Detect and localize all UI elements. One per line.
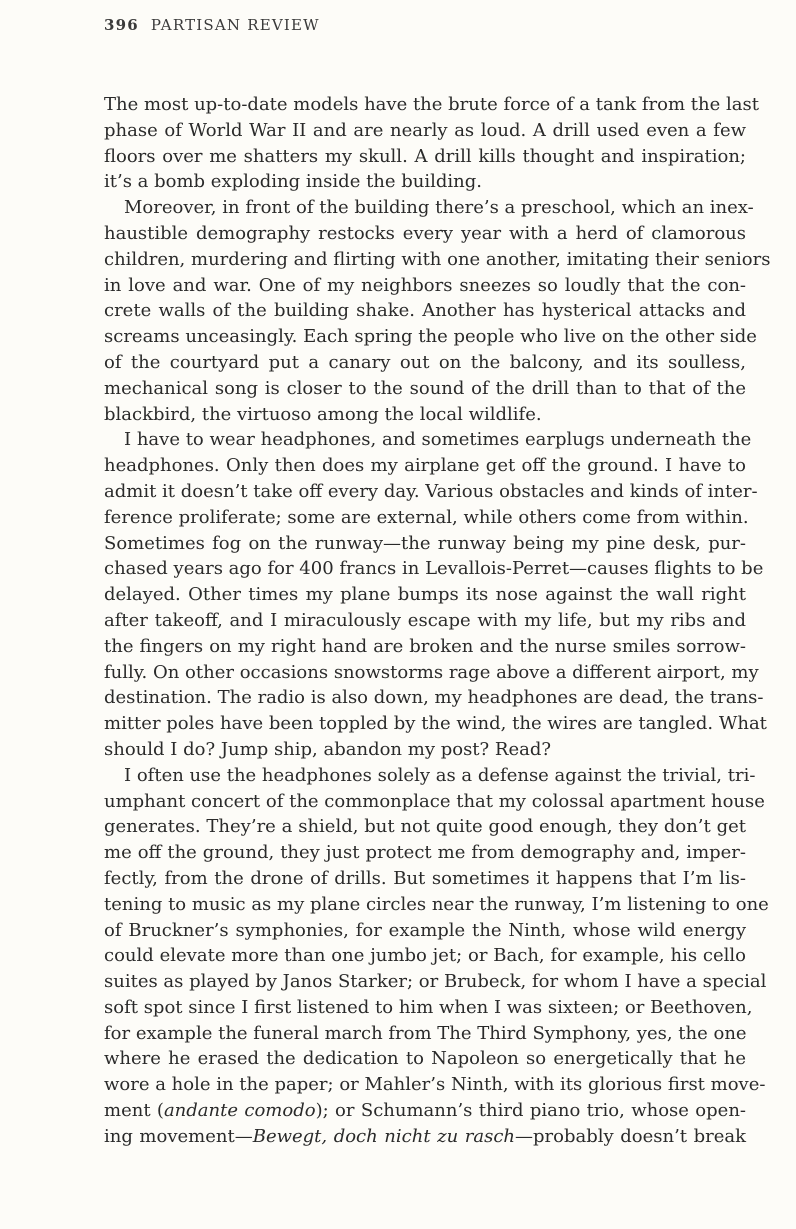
- text-line: haustible demography restocks every year with a herd of clamorous: [104, 222, 746, 244]
- text-line: [104, 1098, 746, 1124]
- text-run: ing movement—: [104, 1125, 253, 1147]
- text-line: fectly, from the drone of drills. But sometimes it happens that I’m lis-: [104, 867, 746, 889]
- text-line: I often use the headphones solely as a defense against the trivial, tri-: [124, 764, 756, 786]
- text-run: ); or Schumann’s third piano trio, whose open-: [315, 1100, 746, 1122]
- text-line: Moreover, in front of the building there’s a preschool, which an inex-: [124, 197, 754, 219]
- text-line: should I do? Jump ship, abandon my post? Read?: [104, 738, 552, 760]
- text-line: screams unceasingly. Each spring the people who live on the other side: [104, 326, 757, 348]
- text-line: ference proliferate; some are external, while others come from within.: [104, 506, 749, 528]
- text-line: chased years ago for 400 francs in Levallois-Perret—causes flights to be: [104, 558, 764, 580]
- text-line: where he erased the dedication to Napoleon so energetically that he: [104, 1048, 746, 1070]
- journal-title: PARTISAN REVIEW: [150, 16, 320, 34]
- paragraph-3: [104, 427, 767, 762]
- page-number: 396: [104, 16, 139, 34]
- text-line: wore a hole in the paper; or Mahler’s Ninth, with its glorious first move-: [104, 1074, 766, 1096]
- text-line: it’s a bomb exploding inside the building.: [104, 171, 483, 193]
- text-run: ment (: [104, 1100, 164, 1122]
- text-line: of Bruckner’s symphonies, for example the Ninth, whose wild energy: [104, 919, 746, 941]
- text-line: Sometimes fog on the runway—the runway being my pine desk, pur-: [104, 532, 746, 554]
- text-line: The most up-to-date models have the brute force of a tank from the last: [104, 94, 759, 115]
- text-line: soft spot since I first listened to him when I was sixteen; or Beethoven,: [104, 996, 753, 1018]
- text-line: I have to wear headphones, and sometimes earplugs underneath the: [124, 429, 752, 451]
- paragraph-1: [104, 92, 759, 195]
- text-line: could elevate more than one jumbo jet; or Bach, for example, his cello: [104, 945, 746, 967]
- running-head: [104, 16, 320, 34]
- text-line: after takeoff, and I miraculously escape with my life, but my ribs and: [104, 609, 746, 631]
- text-line: blackbird, the virtuoso among the local wildlife.: [104, 403, 542, 425]
- text-line: suites as played by Janos Starker; or Brubeck, for whom I have a special: [104, 971, 767, 993]
- text-line: for example the funeral march from The Third Symphony, yes, the one: [104, 1022, 747, 1044]
- text-line: in love and war. One of my neighbors sneezes so loudly that the con-: [104, 274, 746, 296]
- paragraph-2: [104, 195, 771, 427]
- text-line: [104, 1124, 746, 1150]
- text-line: delayed. Other times my plane bumps its nose against the wall right: [104, 584, 746, 606]
- text-line: umphant concert of the commonplace that my colossal apartment house: [104, 790, 765, 812]
- text-line: floors over me shatters my skull. A drill kills thought and inspiration;: [104, 145, 746, 167]
- text-line: phase of World War II and are nearly as loud. A drill used even a few: [104, 119, 746, 141]
- text-line: admit it doesn’t take off every day. Various obstacles and kinds of inter-: [104, 480, 758, 502]
- text-line: the fingers on my right hand are broken and the nurse smiles sorrow-: [104, 635, 746, 657]
- italic-text: andante comodo: [163, 1100, 316, 1122]
- text-line: headphones. Only then does my airplane get off the ground. I have to: [104, 455, 746, 477]
- text-line: fully. On other occasions snowstorms rage above a different airport, my: [104, 661, 759, 683]
- italic-text: Bewegt, doch nicht zu rasch: [252, 1125, 515, 1147]
- body-text: [104, 92, 771, 1150]
- text-line: children, murdering and flirting with one another, imitating their seniors: [104, 248, 771, 270]
- text-line: generates. They’re a shield, but not quite good enough, they don’t get: [104, 816, 746, 838]
- text-run: —probably doesn’t break: [515, 1125, 747, 1147]
- text-line: crete walls of the building shake. Another has hysterical attacks and: [104, 300, 746, 322]
- text-line: destination. The radio is also down, my headphones are dead, the trans-: [104, 687, 764, 709]
- text-line: tening to music as my plane circles near the runway, I’m listening to one: [104, 893, 769, 915]
- text-line: me off the ground, they just protect me from demography and, imper-: [104, 842, 746, 864]
- text-line: mechanical song is closer to the sound of the drill than to that of the: [104, 377, 746, 399]
- text-line: of the courtyard put a canary out on the balcony, and its soulless,: [104, 351, 746, 373]
- paragraph-4: [104, 763, 769, 1150]
- text-line: mitter poles have been toppled by the wind, the wires are tangled. What: [104, 713, 767, 735]
